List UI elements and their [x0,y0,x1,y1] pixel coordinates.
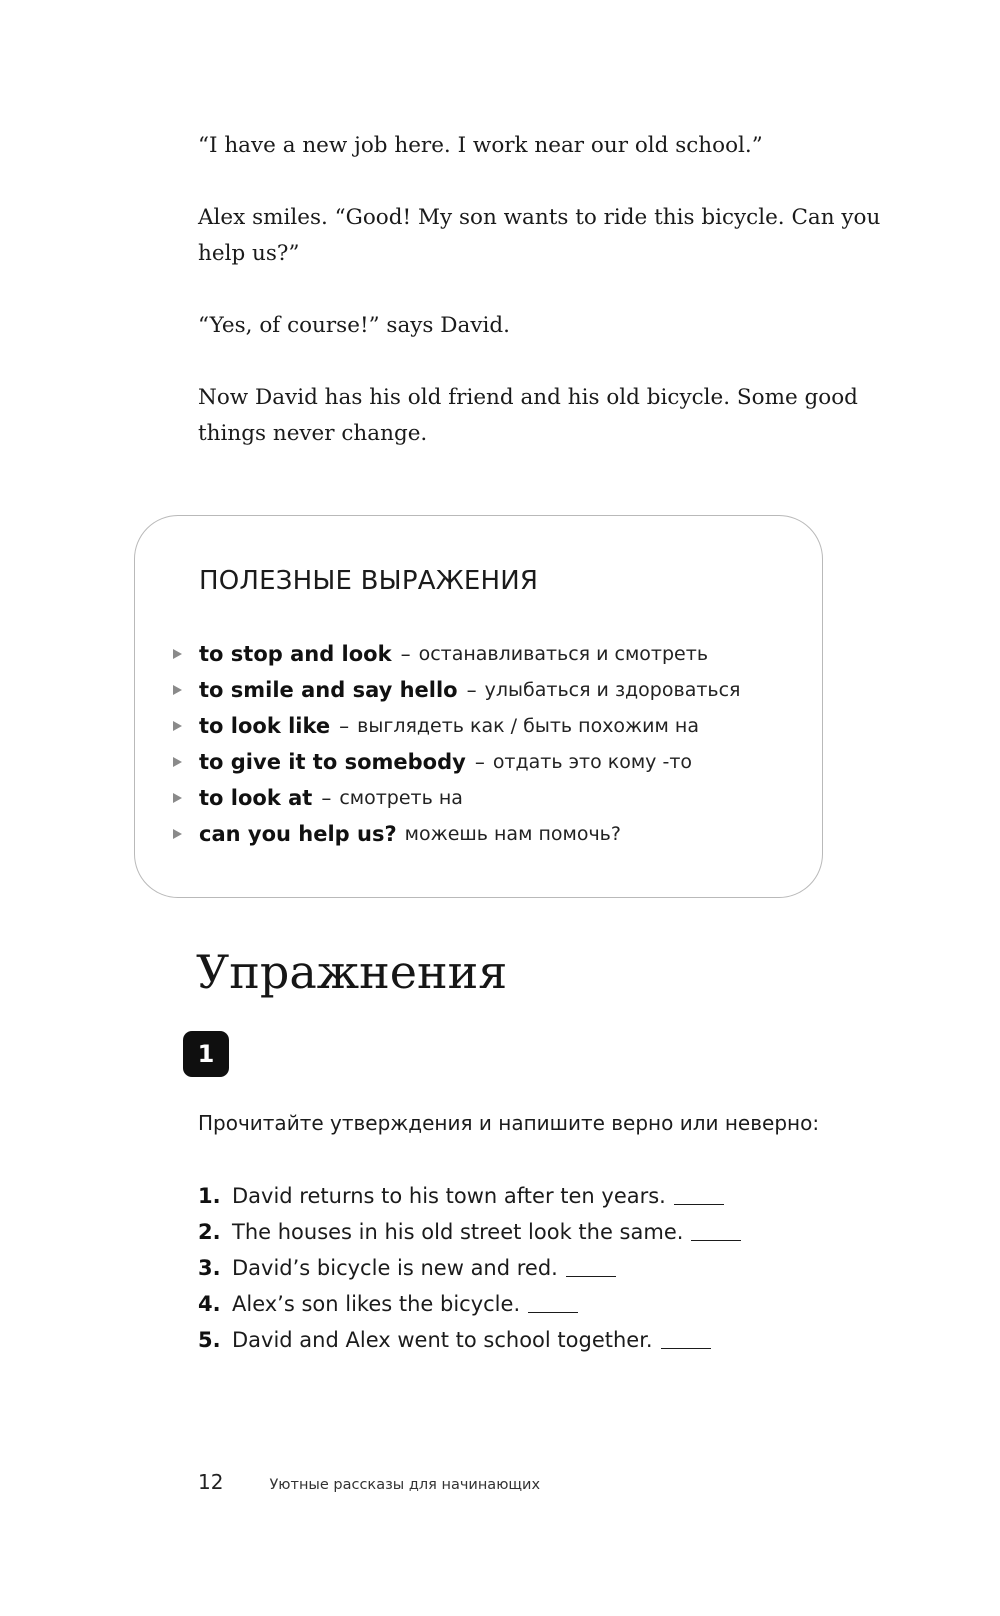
story-text [198,128,898,488]
phrase-english: to look at [199,786,313,810]
story-paragraph: Alex smiles. “Good! My son wants to ride this bicycle. Can you help us?” [198,205,881,266]
statement-number: 4. [198,1292,221,1316]
answer-blank [566,1275,616,1277]
triangle-bullet-icon [173,721,182,731]
phrase-english: to stop and look [199,642,392,666]
phrase-english: to smile and say hello [199,678,458,702]
phrase-item [173,780,740,816]
statement-text: David and Alex went to school together. [232,1328,653,1352]
exercises-heading: Упражнения [196,945,508,999]
phrase-item [173,636,740,672]
statement-text: David returns to his town after ten years. [232,1184,666,1208]
phrase-item [173,708,740,744]
phrase-translation: отдать это кому -то [492,751,693,773]
statement-text: David’s bicycle is new and red. [232,1256,558,1280]
phrase-item [173,744,740,780]
exercise-number-badge: 1 [183,1031,229,1077]
phrase-dash: – [474,750,485,774]
statement-number: 3. [198,1256,221,1280]
statement-number: 5. [198,1328,221,1352]
story-paragraph: “I have a new job here. I work near our old school.” [198,133,763,158]
phrase-english: to look like [199,714,331,738]
exercise-statement [198,1322,741,1358]
answer-blank [661,1347,711,1349]
triangle-bullet-icon [173,793,182,803]
useful-phrases-box [134,515,823,898]
book-title: Уютные рассказы для начинающих [269,1477,541,1493]
exercise-statement [198,1178,741,1214]
story-paragraph: “Yes, of course!” says David. [198,313,510,338]
phrase-translation: улыбаться и здороваться [484,679,741,701]
phrase-translation: можешь нам помочь? [404,823,621,845]
phrase-list [173,636,740,852]
phrase-dash: – [400,642,411,666]
page-footer [198,1470,540,1494]
phrase-english: can you help us? [199,822,397,846]
statement-text: The houses in his old street look the same. [232,1220,684,1244]
exercise-statement [198,1250,741,1286]
phrase-translation: смотреть на [339,787,463,809]
phrase-item [173,672,740,708]
phrase-dash: – [339,714,350,738]
phrase-dash: – [321,786,332,810]
triangle-bullet-icon [173,685,182,695]
exercise-instruction: Прочитайте утверждения и напишите верно или неверно: [198,1111,820,1135]
statement-text: Alex’s son likes the bicycle. [232,1292,521,1316]
answer-blank [528,1311,578,1313]
phrase-item [173,816,740,852]
page-number: 12 [198,1470,224,1494]
exercise-statement [198,1286,741,1322]
useful-phrases-title: ПОЛЕЗНЫЕ ВЫРАЖЕНИЯ [199,566,539,596]
phrase-translation: выглядеть как / быть похожим на [357,715,699,737]
exercise-statement [198,1214,741,1250]
statement-number: 2. [198,1220,221,1244]
phrase-translation: останавливаться и смотреть [418,643,709,665]
triangle-bullet-icon [173,649,182,659]
statement-number: 1. [198,1184,221,1208]
triangle-bullet-icon [173,757,182,767]
triangle-bullet-icon [173,829,182,839]
phrase-dash: – [466,678,477,702]
answer-blank [691,1239,741,1241]
answer-blank [674,1203,724,1205]
phrase-english: to give it to somebody [199,750,466,774]
story-paragraph: Now David has his old friend and his old bicycle. Some good things never change. [198,385,858,446]
exercise-statement-list [198,1178,741,1358]
